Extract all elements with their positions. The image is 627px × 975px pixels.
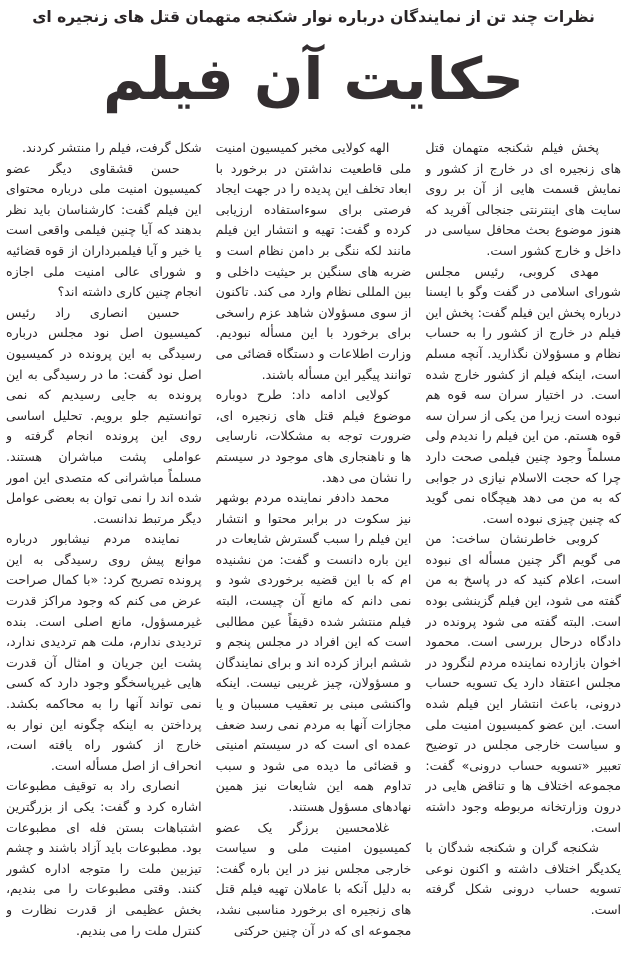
article-kicker: نظرات چند تن از نمایندگان درباره نوار شکنجه متهمان قتل های زنجیره ای: [32, 8, 595, 26]
column-right: [425, 138, 621, 968]
article-body: [6, 138, 621, 968]
paragraph: حسن قشقاوی دیگر عضو کمیسیون امنیت ملی درباره محتوای این فیلم گفت: کارشناسان باید نظر بدهند که آیا چنین فیلمی واقعی است یا خیر و آیا فیلمبرداران از قوه قضائیه و شورای عالی امنیت ملی اجازه انجام چنین کاری داشته اند؟: [5, 160, 202, 300]
column-left: [6, 138, 202, 968]
paragraph: انصاری راد به توقیف مطبوعات اشاره کرد و گفت: یکی از بزرگترین اشتباهات بستن فله ای مطبوعات بود. مطبوعات باید آزاد باشند و چشم تیزبین ملت را متوجه اداره کشور کنند. وقتی مطبوعات را می بندیم، بخش عظیمی از قدرت نظارت و کنترل ملت را می بندیم.: [5, 778, 202, 938]
column-middle: [216, 138, 412, 968]
paragraph: شکنجه گران و شکنجه شدگان با یکدیگر اختلاف داشته و اکنون نوعی تسویه حساب درونی شکل گرفته است.: [425, 840, 621, 917]
paragraph: کولایی ادامه داد: طرح دوباره موضوع فیلم قتل های زنجیره ای، ضرورت توجه به مشکلات، نارسایی ها و ناهنجاری های موجود در سیستم را نشان می دهد.: [215, 387, 412, 485]
paragraph: غلامحسین برزگر یک عضو کمیسیون امنیت ملی و سیاست خارجی مجلس نیز در این باره گفت: به دلیل آنکه با عاملان تهیه فیلم قتل های زنجیره ای برخورد مناسبی نشد، مجموعه ای که در آن چنین حرکتی: [215, 819, 412, 938]
paragraph: محمد دادفر نماینده مردم بوشهر نیز سکوت در برابر محتوا و انتشار این فیلم را سبب گسترش شایعات در این باره دانست و گفت: من نشنیده ام که با این قضیه برخوردی شود و نمی دانم که مانع آن چیست، البته فیلم منتشر شده دقیقاً عین مطالبی است که این افراد در مجلس پنجم و ششم ابراز کرده اند و برای نمایندگان و مسؤولان، چیز غریبی نیست. اینکه واکنشی مبنی بر تعقیب مسببان و یا مجازات آنها به مردم نمی رسد ضعف عمده ای است که در سیستم امنیتی و قضائی ما دیده می شود و سبب تداوم همه این شایعات نیز همین نهادهای مسؤول هستند.: [215, 490, 412, 814]
paragraph: الهه کولایی مخبر کمیسیون امنیت ملی قاطعیت نداشتن در برخورد با ابعاد تخلف این پدیده را در جهت ایجاد فرصتی برای سوءاستفاده ارزیابی کرده و گفت: تهیه و انتشار این فیلم مانند لکه ننگی بر دامن نظام است و ضربه های سنگین بر حیثیت داخلی و بین المللی نظام وارد می کند. تاکنون از سوی مسؤولان شاهد عزم راسخی برای برخورد با این مسأله نبودیم. وزارت اطلاعات و دستگاه قضائی می توانند پیگیر این مسأله باشند.: [215, 140, 412, 382]
article-headline: حکایت آن فیلم: [102, 45, 525, 113]
paragraph: حسین انصاری راد رئیس کمیسیون اصل نود مجلس درباره رسیدگی به این پرونده در کمیسیون اصل نود گفت: ما در رسیدگی به این پرونده به جایی رسیدیم که نمی توانستیم جلو برویم. تحلیل اساسی روی این پرونده انجام گرفته و عواملی پشت مباشران هستند. مسلماً مباشرانی که متصدی این امور شده اند را نمی توان به بعضی عوامل دیگر مرتبط ندانست.: [5, 304, 202, 526]
paragraph: مهدی کروبی، رئیس مجلس شورای اسلامی در گفت وگو با ایسنا درباره پخش این فیلم گفت: پخش این فیلم در خارج از کشور را به حساب نظام و مسؤولان نگذارید. آنچه مسلم است، اینکه فیلم از کشور خارج شده است. در اختیار سران سه قوه هم نبوده است زیرا من یکی از سران سه قوه هستم. من این فیلم را ندیدم ولی مسلماً وجود چنین فیلمی صحت دارد چرا که حجت الاسلام نیازی در جوابی که به من می دهد هیچگاه نمی گوید که چنین چیزی نبوده است.: [425, 263, 621, 526]
paragraph: کروبی خاطرنشان ساخت: من می گویم اگر چنین مسأله ای نبوده است، اعلام کنید که در پاسخ به من گفته می شود، این فیلم گزینشی بوده است. البته گفته می شود پرونده در دادگاه درحال بررسی است. محمود اخوان بازارده نماینده مردم لنگرود در مجلس اعتقاد دارد یک تسویه حساب درونی، باعث انتشار این فیلم شده است. این عضو کمیسیون امنیت ملی و سیاست خارجی مجلس در توضیح تعبیر «تسویه حساب درونی» گفت: مجموعه اختلاف ها و تناقض هایی در درون وزارتخانه مربوطه وجود داشته است.: [425, 531, 621, 835]
paragraph: پخش فیلم شکنجه متهمان قتل های زنجیره ای در خارج از کشور و نمایش قسمت هایی از آن بر روی سایت های اینترنتی جنجالی آفرید که هنوز موضوع بحث محافل سیاسی در داخل و خارج کشور است.: [425, 140, 621, 258]
paragraph: شکل گرفت، فیلم را منتشر کردند.: [22, 140, 202, 155]
paragraph: نماینده مردم نیشابور درباره موانع پیش روی رسیدگی به این پرونده تصریح کرد: «با کمال صراحت عرض می کنم که وجود مراکز قدرت غیرمسؤول، مانع اصلی است. بنده تردیدی ندارم، ملت هم تردیدی ندارد، پشت این جریان و امثال آن قدرت هایی غیرپاسخگو وجود دارد که کسی نمی تواند آنها را به محاکمه بکشد. پرداختن به اینکه چگونه این نوار به خارج از کشور راه یافته است، انحراف از اصل مسأله است.: [5, 531, 202, 773]
